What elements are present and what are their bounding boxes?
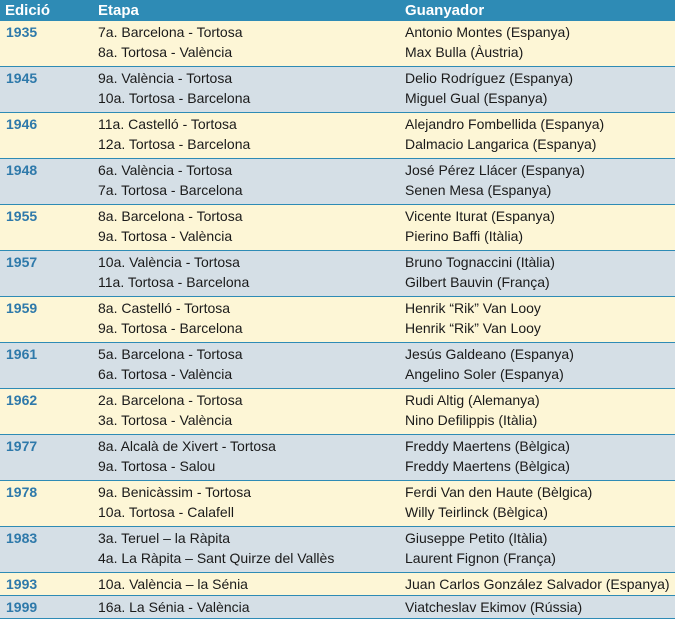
table-row [0, 297, 675, 343]
winner-cell: Henrik “Rik” Van Looy [405, 320, 541, 336]
table-row [0, 159, 675, 205]
winner-cell: Jesús Galdeano (Espanya) [405, 346, 574, 362]
stage-cell: 4a. La Ràpita – Sant Quirze del Vallès [98, 550, 335, 566]
stage-cell: 16a. La Sénia - València [98, 599, 250, 615]
winner-cell: Ferdi Van den Haute (Bèlgica) [405, 484, 593, 500]
edition-year: 1945 [6, 70, 38, 86]
winner-cell: Max Bulla (Àustria) [405, 44, 524, 60]
table-row [0, 343, 675, 389]
edition-year: 1962 [6, 392, 38, 408]
table-row [0, 251, 675, 297]
stage-cell: 7a. Tortosa - Barcelona [98, 182, 243, 198]
winner-cell: Senen Mesa (Espanya) [405, 182, 552, 198]
stage-cell: 11a. Castelló - Tortosa [98, 116, 237, 132]
header-stage: Etapa [98, 2, 139, 19]
edition-year: 1935 [6, 24, 38, 40]
stage-cell: 7a. Barcelona - Tortosa [98, 24, 243, 40]
stage-cell: 9a. Tortosa - Barcelona [98, 320, 243, 336]
winner-cell: Freddy Maertens (Bèlgica) [405, 438, 570, 454]
winner-cell: Pierino Baffi (Itàlia) [405, 228, 524, 244]
winner-cell: Miguel Gual (Espanya) [405, 90, 548, 106]
stage-cell: 9a. Tortosa - Salou [98, 458, 216, 474]
edition-year: 1948 [6, 162, 38, 178]
edition-year: 1978 [6, 484, 38, 500]
winner-cell: Alejandro Fombellida (Espanya) [405, 116, 605, 132]
winner-cell: Nino Defilippis (Itàlia) [405, 412, 538, 428]
table-row [0, 67, 675, 113]
winner-cell: Freddy Maertens (Bèlgica) [405, 458, 570, 474]
edition-year: 1977 [6, 438, 38, 454]
stage-cell: 2a. Barcelona - Tortosa [98, 392, 243, 408]
table-row [0, 573, 675, 596]
winner-cell: Vicente Iturat (Espanya) [405, 208, 555, 224]
header-edition: Edició [5, 2, 51, 19]
stage-cell: 9a. Benicàssim - Tortosa [98, 484, 252, 500]
stage-cell: 9a. València - Tortosa [98, 70, 233, 86]
stage-cell: 8a. Tortosa - València [98, 44, 233, 60]
table-row [0, 113, 675, 159]
table-row [0, 21, 675, 67]
stage-cell: 8a. Castelló - Tortosa [98, 300, 231, 316]
stage-cell: 12a. Tortosa - Barcelona [98, 136, 251, 152]
winner-cell: Bruno Tognaccini (Itàlia) [405, 254, 555, 270]
winner-cell: Henrik “Rik” Van Looy [405, 300, 541, 316]
stage-cell: 6a. València - Tortosa [98, 162, 233, 178]
winner-cell: Angelino Soler (Espanya) [405, 366, 564, 382]
winner-cell: Gilbert Bauvin (França) [405, 274, 550, 290]
stage-cell: 9a. Tortosa - València [98, 228, 233, 244]
winner-cell: Juan Carlos González Salvador (Espanya) [405, 576, 670, 592]
edition-year: 1999 [6, 599, 38, 615]
table-row [0, 596, 675, 619]
header-winner: Guanyador [405, 2, 485, 19]
edition-year: 1961 [6, 346, 38, 362]
table-row [0, 481, 675, 527]
stage-cell: 6a. Tortosa - València [98, 366, 233, 382]
stage-cell: 10a. València – la Sénia [98, 576, 248, 592]
edition-year: 1993 [6, 576, 38, 592]
winner-cell: Rudi Altig (Alemanya) [405, 392, 540, 408]
table-row [0, 527, 675, 573]
stage-cell: 10a. València - Tortosa [98, 254, 240, 270]
winner-cell: Willy Teirlinck (Bèlgica) [405, 504, 548, 520]
table-row [0, 389, 675, 435]
table-header [0, 0, 675, 21]
stage-cell: 11a. Tortosa - Barcelona [98, 274, 250, 290]
winner-cell: Antonio Montes (Espanya) [405, 24, 570, 40]
winner-cell: Viatcheslav Ekimov (Rússia) [405, 599, 583, 615]
winner-cell: José Pérez Llácer (Espanya) [405, 162, 585, 178]
edition-year: 1957 [6, 254, 38, 270]
edition-year: 1955 [6, 208, 38, 224]
winner-cell: Dalmacio Langarica (Espanya) [405, 136, 597, 152]
winner-cell: Delio Rodríguez (Espanya) [405, 70, 574, 86]
stage-cell: 10a. Tortosa - Barcelona [98, 90, 251, 106]
stage-cell: 5a. Barcelona - Tortosa [98, 346, 243, 362]
edition-year: 1959 [6, 300, 38, 316]
stage-cell: 10a. Tortosa - Calafell [98, 504, 234, 520]
winner-cell: Laurent Fignon (França) [405, 550, 556, 566]
edition-year: 1983 [6, 530, 38, 546]
table-row [0, 435, 675, 481]
table-body [0, 21, 675, 619]
edition-year: 1946 [6, 116, 38, 132]
stage-cell: 8a. Barcelona - Tortosa [98, 208, 243, 224]
stage-cell: 8a. Alcalà de Xivert - Tortosa [98, 438, 276, 454]
stage-cell: 3a. Teruel – la Ràpita [98, 530, 231, 546]
stage-cell: 3a. Tortosa - València [98, 412, 233, 428]
winner-cell: Giuseppe Petito (Itàlia) [405, 530, 548, 546]
table-row [0, 205, 675, 251]
